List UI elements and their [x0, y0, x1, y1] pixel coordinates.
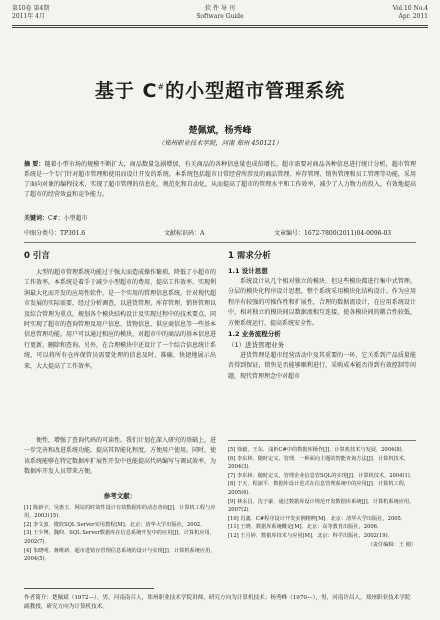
section-intro-title: 0 引言	[24, 251, 50, 261]
journal-name-en: Software Guide	[196, 13, 244, 20]
subsection-design: 1.1 设计思想	[228, 267, 268, 275]
reference-item: [11] 王晓．数据库系统概论[M]．北京：高等教育出版社，2006．	[228, 524, 383, 531]
issue-volume: 第10卷 第4期	[12, 5, 50, 12]
reference-item: [4] 朱晓明，蒋维新．超市进销存管理信息系统的设计与实现[J]．计算机系统应用，2004(5)．	[24, 547, 216, 563]
volume-en: Vol.10 No.4	[392, 5, 428, 12]
doc-code: 文献标识码：A	[164, 230, 205, 237]
reference-item: [7] 李东林．随时定义，管理企业信息管SQL的实现[J]．计算机技术，2004(1)．	[228, 472, 415, 479]
right-column	[228, 250, 416, 382]
footnote-rule	[24, 588, 154, 589]
keywords-text: C#；小型超市	[48, 215, 88, 222]
classification-line	[24, 228, 416, 237]
issue-date: 2011年 4月	[12, 13, 45, 20]
abstract-text: 随着小型市场的规模不断扩大，商品数量急剧增加，有关商品的各种信息量也成倍增长。超市需要对商品各种信息进行统计分析，超市管理系统是一个专门针对超市管理和使用而设计开发的系统。本系统包括超市日常经营所涉及的商品管理、库存管理、销售管理和员工管理等功能，采用了面向对象的编程技术，实现了超市管理的信息化、规范化和自动化，从而提高了超市的管理水平和工作效率，减少了人力物力的投入，有效地提高了超市的经营效益和竞争能力。	[24, 161, 416, 198]
reference-item: [8] 于天，程淑平．数据库设计范式在信息管理系统中的应用[J]．计算机工程，2005(6)．	[228, 481, 410, 496]
affiliation: （郑州职业技术学院，河南 郑州 450121）	[157, 139, 283, 147]
title-part-b: 的小型超市管理系统	[165, 80, 346, 102]
left-column	[24, 250, 216, 372]
column-break-rule	[228, 440, 416, 441]
journal-volume	[393, 5, 428, 21]
article-number: 文章编号：1672-7800(2011)04-0096-03	[274, 230, 392, 237]
reference-item: [9] 林永昌，沈子豪．通过数据库设计规范开发数据库系统[J]．计算机系统应用，2007(2)．	[228, 498, 415, 514]
reference-item: [5] 徐毅，王东．浅析C#中的数据库操作[J]．计算机技术与发展，2004(8)．	[228, 447, 407, 453]
abstract	[24, 160, 416, 200]
purchase-paragraph: 进货管理是超市经营活动中及其重要的一环，它关系到产品质量能否得到保证，销售是否能够顺利进行，采购成本能否得到有效控制等问题，现代管理理念中对超市	[228, 352, 416, 380]
authors: 楚佩斌，杨秀峰	[188, 126, 252, 136]
title-sup: #	[157, 82, 166, 92]
abstract-rule	[24, 242, 416, 243]
intro-paragraph-2: 便性，增强了查询代码的可读性。我们计划在深入研究的基础上，进一步完善和改进系统功能，提高其智能化程度，方便用户使用。同时，使该系统能够在特定数据库扩展性开发中也能提高代码编写与调试效率，为数据库开发人员带来方便。	[24, 437, 217, 476]
keywords-label: 关键词：	[24, 215, 49, 222]
subsection-flow: 1.2 业务流程分析	[228, 330, 281, 339]
journal-name	[0, 5, 440, 21]
design-paragraph: 系统设计从几个相对独立的模块，但这些模块都进行集中式管理。分层的模块化程序设计思想，整个系统采用模块化结构设计。作为应用程序有较强的可操作性和扩展性，合理的数据流设计，在应用系统设计中，相对独立的模块间以数据流相互连接，使各模块间的耦合性较低，方便系统运行，提高系统安全性。	[228, 278, 416, 327]
references-right	[228, 446, 416, 549]
references-left	[24, 492, 216, 564]
subsection-purchase: （1）进货管理业务	[228, 341, 285, 350]
reference-item: [1] 陈新宇，吴惠玉．网站的时效性设计有效数据库的动态查询[J]．计算机工程与应用，2003(15)．	[24, 504, 216, 520]
clc-number: 中图分类号：TP301.6	[24, 230, 86, 237]
header-rule	[12, 25, 428, 26]
editor-note: （责任编辑：王 刚）	[367, 541, 416, 548]
date-en: Apr. 2011	[398, 13, 428, 20]
section-req-title: 1 需求分析	[228, 251, 271, 261]
reference-item: [3] 王少博，魏仰．SQL Server数据库在信息系统开发中的应用[J]．计算机应用，2002(7)．	[24, 530, 215, 545]
abstract-label: 摘 要：	[24, 161, 45, 168]
references-heading: 参考文献：	[103, 492, 137, 500]
intro-paragraph-1: 大型的超市管理系统功能过于强大而造成操作繁琐，降低了小超市的工作效率。本系统是着手于减少小型超市的费用、提高工作效率、实现利润最大化而开发的应用性软件，是一个实用的管理信息系统。针对现代超市发展的实际需要，经过分析调查，以进货管理、库存管理、销售管理以及综合管理为重点，规划各个模块结构设计及实现过程中的技术要点。同时实现了超市的查询管理及用户信息、货物信息、供应商信息等一些基本信息管理功能。用户可以通过相应的模块，对超市中的商品的基本信息进行更新、删除和查询。另外，在合理模块中还设计了一个综合信息统计系统，可以将所有仓库保管员需要处理的信息及时、准确、快捷地展示出来，大大提高了工作效率。	[24, 269, 217, 370]
keywords	[24, 213, 416, 222]
left-column-lower	[24, 436, 216, 478]
author-footnote: 作者简介：楚佩斌（1972—），男，河南南召人，郑州职业技术学院讲师，研究方向为计算机技术；杨秀峰（1970—），男，河南许昌人，郑州职业技术学院副教授，研究方向为计算机技术。	[24, 595, 411, 610]
title-part-a: 基于 C	[94, 80, 158, 102]
reference-item: [10] 肖鑫．C#程序设计开发实例精粹[M]．北京：清华大学出版社，2005．	[228, 515, 407, 522]
journal-name-cn: 软 件 导 刊	[205, 5, 235, 12]
reference-item: [6] 李东林．随时定义、管理．一种面向主题的智能查询方法[J]．计算机技术，2004(3)．	[228, 455, 410, 471]
paper-title	[0, 76, 440, 103]
reference-item: [12] 王月婷．数据库技术与应用[M]．北京：科学出版社，2002(19)．	[228, 532, 393, 539]
reference-item: [2] 李文波．微软SQL Server实用教程[M]．北京：清华大学出版社，2002．	[24, 521, 206, 528]
header-rule-thin	[12, 27, 428, 28]
